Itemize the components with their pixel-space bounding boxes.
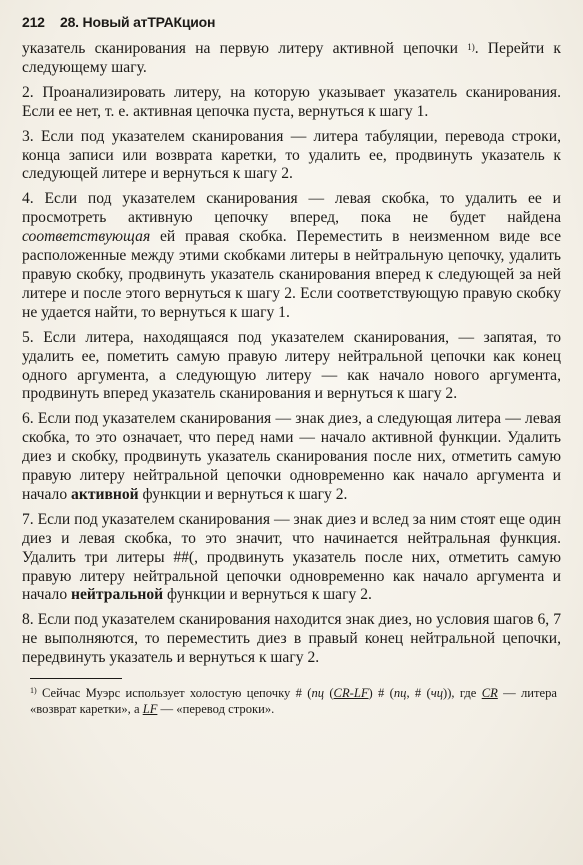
italic-term: соответствующая: [22, 228, 151, 246]
footnote-mark: 1): [30, 686, 37, 696]
running-head: [22, 14, 561, 34]
text-run: . Перейти к следующему шагу.: [22, 40, 561, 76]
italic-term: пц: [311, 686, 325, 701]
text-run: функции и вернуться к шагу 2.: [163, 586, 372, 604]
footnote-divider: [30, 678, 122, 679]
footnote: [22, 685, 561, 717]
text-run: , # (: [406, 686, 431, 701]
text-run: — «перевод строки».: [157, 702, 275, 717]
text-run: указатель сканирования на первую литеру активной цепочки: [22, 40, 458, 57]
paragraph-step-5: 5. Если литера, находящаяся под указателем сканирования, — запятая, то удалить ее, пометить самую правую литеру нейтральной цепочки как конец одного аргумента, а следующую литеру — как начало нового аргумента, продвинуть вперед указатель сканирования и вернуться к шагу 2.: [22, 328, 561, 403]
text-run: ей правая скобка. Переместить в неизменном виде все расположенные между этими скобками литеры в нейтральную цепочку, удалить правую скобку, продвинуть указатель сканирования вперед к следующей за ней литере и после этого вернуться к шагу 2. Если соответствующую правую скобку не удается найти, то вернуться к шагу 1.: [22, 228, 561, 321]
text-run: 4. Если под указателем сканирования — левая скобка, то удалить ее и просмотреть активную цепочку вперед, пока не будет найдена: [22, 190, 561, 227]
paragraph-step-3: 3. Если под указателем сканирования — литера табуляции, перевода строки, конца записи или возврата каретки, то удалить ее, продвинуть указатель к следующей литере и вернуться к шагу 2.: [22, 127, 561, 183]
paragraph-step-2: 2. Проанализировать литеру, на которую указывает указатель сканирования. Если ее нет, т. е. активная цепочка пуста, вернуться к шагу 1.: [22, 83, 561, 120]
main-text: [22, 40, 561, 668]
text-run: — литера «возврат каретки», а: [30, 686, 558, 717]
text-run: )), где: [443, 686, 482, 701]
paragraph-step-7: [22, 511, 561, 606]
page-number: 212: [22, 14, 45, 30]
text-run: 6. Если под указателем сканирования — знак диез, а следующая литера — левая скобка, то это означает, что перед нами — начало активной функции. Удалить диез и скобку, продвинуть указатель сканирования после них, отметить самую правую литеру нейтральной цепочки одновременно как начало аргумента и начало: [22, 410, 561, 503]
text-run: 7. Если под указателем сканирования — знак диез и вслед за ним стоят еще один диез и левая скобка, то это значит, что начинается нейтральная функция. Удалить три литеры ##(, продвинуть указатель после них, отметить самую правую литеру нейтральной цепочки одновременно как начало аргумента и начало: [22, 510, 561, 604]
italic-term: чц: [430, 686, 444, 701]
chapter-title: 28. Новый атТРАКцион: [60, 14, 216, 30]
paragraph-step-6: [22, 410, 561, 505]
italic-term: пц: [393, 686, 407, 701]
underlined-term: CR: [481, 686, 498, 701]
bold-term: нейтральной: [71, 586, 164, 604]
text-run: ) # (: [368, 686, 394, 701]
paragraph-continuation: [22, 40, 561, 78]
paragraph-step-8: 8. Если под указателем сканирования находится знак диез, но условия шагов 6, 7 не выполняются, то переместить диез в правый конец нейтральной цепочки, передвинуть указатель и вернуться к шагу 2.: [22, 611, 561, 667]
text-run: Сейчас Муэрс использует холостую цепочку # (: [36, 686, 312, 701]
underlined-term: CR-LF: [333, 686, 369, 701]
bold-term: активной: [71, 485, 139, 503]
footnote-reference: 1): [467, 42, 475, 52]
underlined-term: LF: [142, 702, 158, 717]
text-run: функции и вернуться к шагу 2.: [138, 485, 348, 503]
text-run: (: [324, 686, 334, 701]
paragraph-step-4: [22, 190, 561, 322]
